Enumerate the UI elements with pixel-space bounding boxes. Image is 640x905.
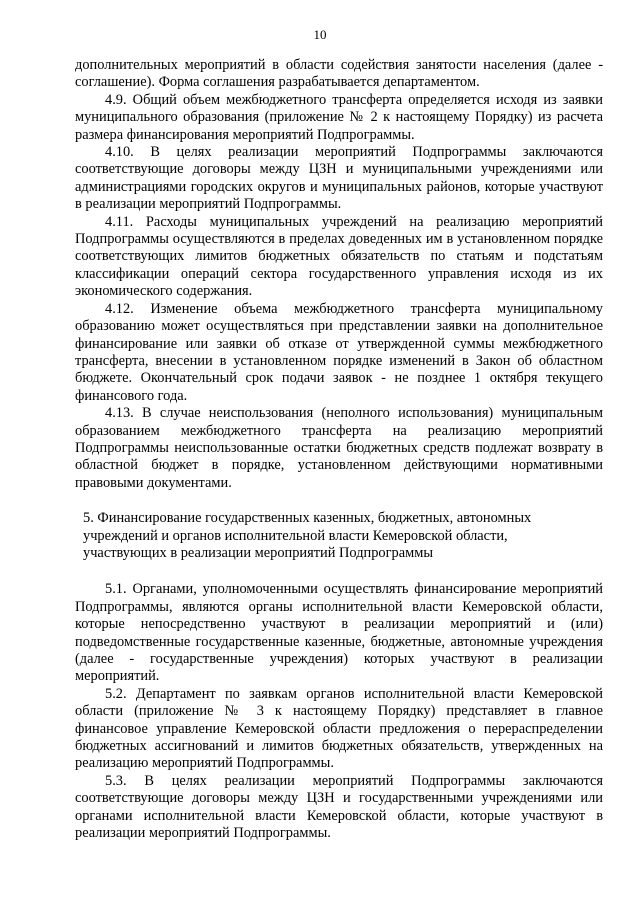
paragraph-4-10: 4.10. В целях реализации мероприятий Подпрограммы заключаются соответствующие договоры между ЦЗН и муниципальными учреждениями или администрациями городских округов и муниципальных районов, которые участвуют в реализации мероприятий Подпрограммы. [75,144,603,213]
document-body [75,57,603,842]
paragraph-5-3: 5.3. В целях реализации мероприятий Подпрограммы заключаются соответствующие договоры между ЦЗН и государственными учреждениями или органами исполнительной власти Кемеровской области, которые участвуют в реализации мероприятий Подпрограммы. [75,772,603,842]
paragraph-4-9: 4.9. Общий объем межбюджетного трансферта определяется исходя из заявки муниципального образования (приложение № 2 к настоящему Порядку) из расчета размера финансирования мероприятий Подпрограммы. [75,91,603,143]
section-heading-line: 5. Финансирование государственных казенных, бюджетных, автономных [83,510,532,527]
paragraph-4-11: 4.11. Расходы муниципальных учреждений на реализацию мероприятий Подпрограммы осуществляются в пределах доведенных им в установленном порядке соответствующих лимитов бюджетных обязательств по статьям и подстатьям классификации операций сектора государственного управления исходя из их экономического содержания. [75,213,603,300]
section-heading-line: учреждений и органов исполнительной власти Кемеровской области, [83,527,508,544]
paragraph-4-13: 4.13. В случае неиспользования (неполного использования) муниципальным образованием межбюджетного трансферта на реализацию мероприятий Подпрограммы неиспользованные остатки бюджетных средств подлежат возврату в областной бюджет в порядке, установленном действующими нормативными правовыми документами. [75,405,603,491]
paragraph-5-2: 5.2. Департамент по заявкам органов исполнительной власти Кемеровской области (приложение № 3 к настоящему Порядку) представляет в главное финансовое управление Кемеровской области предложения о перераспределении бюджетных ассигнований и лимитов бюджетных обязательств, утвержденных на реализацию мероприятий Подпрограммы. [75,685,603,772]
paragraph-continuation: дополнительных мероприятий в области содействия занятости населения (далее - соглашение). Форма соглашения разрабатывается департаментом. [75,57,603,91]
paragraph-4-12: 4.12. Изменение объема межбюджетного трансферта муниципальному образованию может осуществляться при представлении заявки на дополнительное финансирование или заявки об отказе от утвержденной суммы межбюджетного трансферта, внесении в установленном порядке изменений в Закон об областном бюджете. Окончательный срок подачи заявок - не позднее 1 октября текущего финансового года. [75,300,603,404]
section-heading-line: участвующих в реализации мероприятий Подпрограммы [83,544,433,561]
section-heading [75,510,603,562]
paragraph-5-1: 5.1. Органами, уполномоченными осуществлять финансирование мероприятий Подпрограммы, являются органы исполнительной власти Кемеровской области, которые непосредственно участвуют в реализации мероприятий и (или) подведомственные государственные казенные, бюджетные, автономные учреждения (далее - государственные учреждения) которых участвуют в реализации мероприятий. [75,581,603,685]
page-number: 10 [313,27,327,42]
